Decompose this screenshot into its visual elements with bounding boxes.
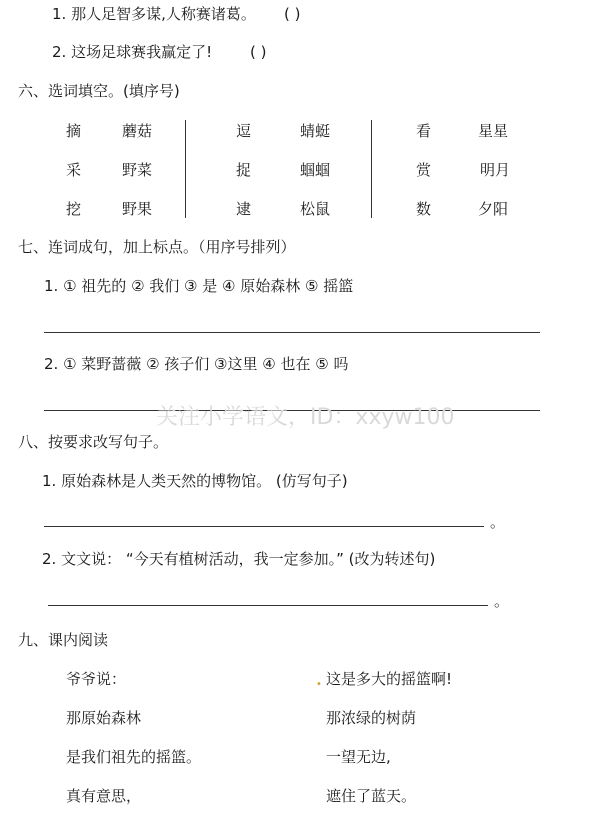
column-divider: [371, 120, 372, 218]
answer-paren-5-1[interactable]: ( ): [284, 5, 301, 23]
column-divider: [185, 120, 186, 218]
question-5-1: 1. 那人足智多谋,人称赛诸葛。: [52, 5, 256, 23]
poem-line-right: 那浓绿的树荫: [326, 709, 417, 727]
answer-line-8-1[interactable]: [44, 526, 484, 527]
noun-option: 蝈蝈: [300, 161, 331, 179]
question-8-2: 2. 文文说： “今天有植树活动，我一定参加。” (改为转述句): [42, 550, 436, 568]
poem-line-left: 那原始森林: [66, 709, 142, 727]
watermark: 关注小学语文，ID：xxyw100: [156, 405, 455, 430]
verb-option: 挖: [66, 200, 82, 218]
noun-option: 蜻蜓: [300, 122, 331, 140]
poem-line-left: 真有意思，: [66, 787, 142, 805]
poem-line-left: 爷爷说：: [66, 670, 127, 688]
question-8-1: 1. 原始森林是人类天然的博物馆。 (仿写句子): [42, 472, 348, 490]
answer-line-7-1[interactable]: [44, 332, 540, 333]
verb-option: 逮: [236, 200, 252, 218]
noun-option: 蘑菇: [122, 122, 153, 140]
verb-option: 赏: [416, 161, 432, 179]
poem-line-right: 这是多大的摇篮啊!: [326, 670, 453, 688]
answer-paren-5-2[interactable]: ( ): [250, 43, 267, 61]
section-6-title: 六、选词填空。(填序号): [18, 82, 180, 100]
verb-option: 看: [416, 122, 432, 140]
question-7-1: 1. ① 祖先的 ② 我们 ③ 是 ④ 原始森林 ⑤ 摇篮: [44, 277, 354, 295]
answer-line-8-2[interactable]: [48, 605, 488, 606]
noun-option: 野果: [122, 200, 153, 218]
poem-line-left: 是我们祖先的摇篮。: [66, 748, 202, 766]
verb-option: 捉: [236, 161, 252, 179]
dot-mark: •: [316, 679, 322, 690]
poem-line-right: 一望无边,: [326, 748, 391, 766]
period-mark: 。: [494, 592, 510, 610]
noun-option: 星星: [478, 122, 509, 140]
verb-option: 逗: [236, 122, 252, 140]
question-7-2: 2. ① 菜野蔷薇 ② 孩子们 ③这里 ④ 也在 ⑤ 吗: [44, 355, 349, 373]
noun-option: 夕阳: [478, 200, 509, 218]
section-9-title: 九、课内阅读: [18, 631, 109, 649]
noun-option: 野菜: [122, 161, 153, 179]
question-5-2: 2. 这场足球赛我赢定了!: [52, 43, 213, 61]
section-7-title: 七、连词成句，加上标点。（用序号排列）: [18, 238, 296, 256]
noun-option: 明月: [480, 161, 511, 179]
verb-option: 采: [66, 161, 82, 179]
verb-option: 摘: [66, 122, 82, 140]
poem-line-right: 遮住了蓝天。: [326, 787, 417, 805]
noun-option: 松鼠: [300, 200, 331, 218]
period-mark: 。: [490, 513, 506, 531]
verb-option: 数: [416, 200, 432, 218]
section-8-title: 八、按要求改写句子。: [18, 433, 169, 451]
